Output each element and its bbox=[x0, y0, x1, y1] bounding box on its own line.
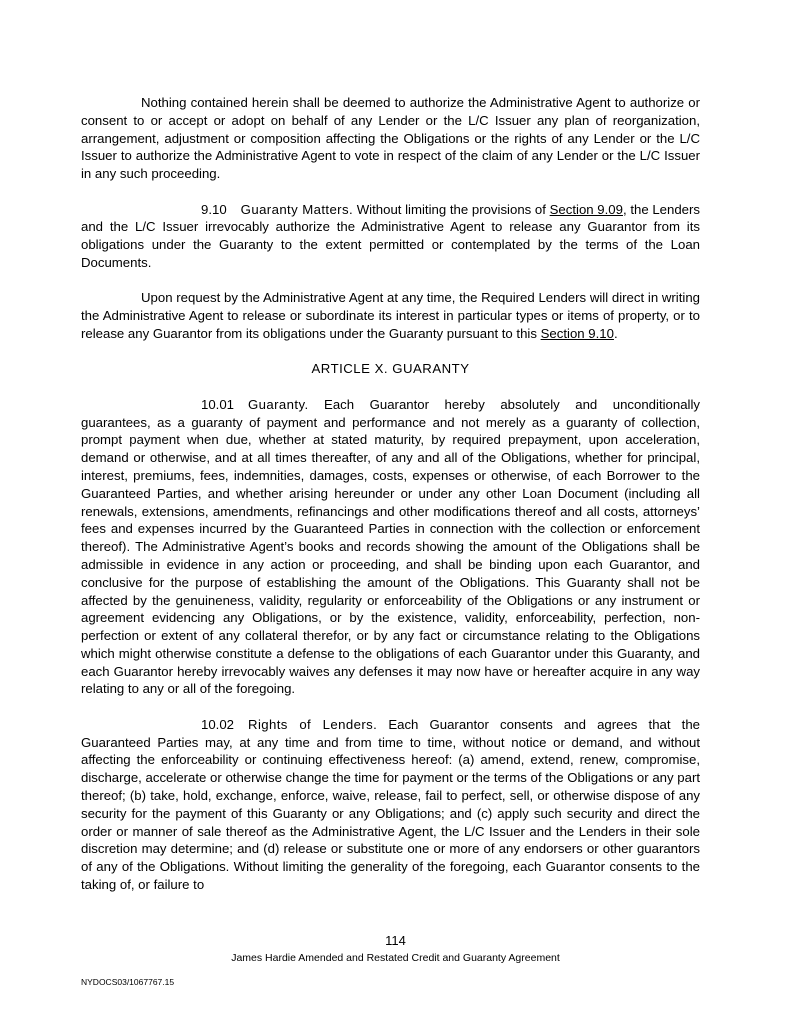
section-title: Guaranty. bbox=[248, 396, 309, 412]
section-10-01-guaranty bbox=[81, 396, 700, 699]
section-text: Each Guarantor hereby absolutely and unconditionally guarantees, as a guaranty of payment and performance and not merely as a guaranty of collection, prompt payment when due, whether at stated maturity, by required prepayment, upon acceleration, demand or otherwise, and at all times thereafter, of any and all of the Obligations, whether for principal, interest, premiums, fees, indemnities, damages, costs, expenses or otherwise, of each Borrower to the Guaranteed Parties, and whether arising hereunder or under any other Loan Document (including all renewals, extensions, amendments, refinancings and other modifications thereof and all costs, attorneys’ fees and expenses incurred by the Guaranteed Parties in connection with the collection or enforcement thereof). The Administrative Agent’s books and records showing the amount of the Obligations shall be admissible in evidence in any action or proceeding, and shall be binding upon each Guarantor, and conclusive for the purpose of establishing the amount of the Obligations. This Guaranty shall not be affected by the genuineness, validity, regularity or enforceability of the Obligations or any instrument or agreement evidencing any Obligations, or by the existence, validity, enforceability, perfection, non-perfection or extent of any collateral therefor, or by any fact or circumstance relating to the Obligations which might otherwise constitute a defense to the obligations of each Guarantor under this Guaranty, and each Guarantor hereby irrevocably waives any defenses it may now have or hereafter acquire in any way relating to any or all of the foregoing. bbox=[81, 396, 700, 697]
section-10-02-rights-of-lenders bbox=[81, 716, 700, 894]
section-text: , the Lenders and the L/C Issuer irrevocably authorize the Administrative Agent to release any Guarantor from its obligations under the Guaranty to the extent permitted or contemplated by the terms of the Loan Documents. bbox=[81, 201, 700, 270]
section-9-10-guaranty-matters bbox=[81, 201, 700, 272]
paragraph-text: Upon request by the Administrative Agent at any time, the Required Lenders will direct in writing the Administrative Agent to release or subordinate its interest in particular types or items of property, or to release any Guarantor from its obligations under the Guaranty pursuant to this bbox=[81, 290, 700, 341]
paragraph-text: . bbox=[613, 325, 618, 341]
section-number: 9.10 bbox=[201, 201, 227, 217]
section-reference-link[interactable]: Section 9.09 bbox=[549, 201, 623, 217]
page-number: 114 bbox=[385, 933, 406, 948]
section-reference-link[interactable]: Section 9.10 bbox=[540, 325, 614, 341]
paragraph-no-authorization: Nothing contained herein shall be deemed to authorize the Administrative Agent to authorize or consent to or accept or adopt on behalf of any Lender or the L/C Issuer any plan of reorganization, arrangement, adjustment or composition affecting the Obligations or the rights of any Lender or the L/C Issuer to authorize the Administrative Agent to vote in respect of the claim of any Lender or the L/C Issuer in any such proceeding. bbox=[81, 95, 700, 182]
section-number: 10.01 bbox=[201, 396, 235, 412]
document-body bbox=[81, 94, 700, 894]
section-text: Each Guarantor consents and agrees that the Guaranteed Parties may, at any time and from time to time, without notice or demand, and without affecting the enforceability or continuing effectiveness hereof: (a) amend, extend, renew, compromise, discharge, accelerate or otherwise change the time for payment or the terms of the Obligations or any part thereof; (b) take, hold, exchange, enforce, waive, release, fail to perfect, sell, or otherwise dispose of any security for the payment of this Guaranty or any Obligations; and (c) apply such security and direct the order or manner of sale thereof as the Administrative Agent, the L/C Issuer and the Lenders in their sole discretion may determine; and (d) release or substitute one or more of any endorsers or other guarantors of any of the Obligations. Without limiting the generality of the foregoing, each Guarantor consents to the taking of, or failure to bbox=[81, 716, 700, 893]
section-title: Guaranty Matters. bbox=[240, 201, 354, 217]
section-title: Rights of Lenders. bbox=[248, 716, 378, 732]
footer-document-title: James Hardie Amended and Restated Credit and Guaranty Agreement bbox=[231, 952, 560, 964]
paragraph-release-request bbox=[81, 289, 700, 342]
footer-document-id: NYDOCS03/1067767.15 bbox=[81, 977, 175, 987]
section-number: 10.02 bbox=[201, 716, 235, 732]
article-heading: ARTICLE X. GUARANTY bbox=[311, 361, 470, 377]
section-text: Without limiting the provisions of bbox=[353, 201, 550, 217]
